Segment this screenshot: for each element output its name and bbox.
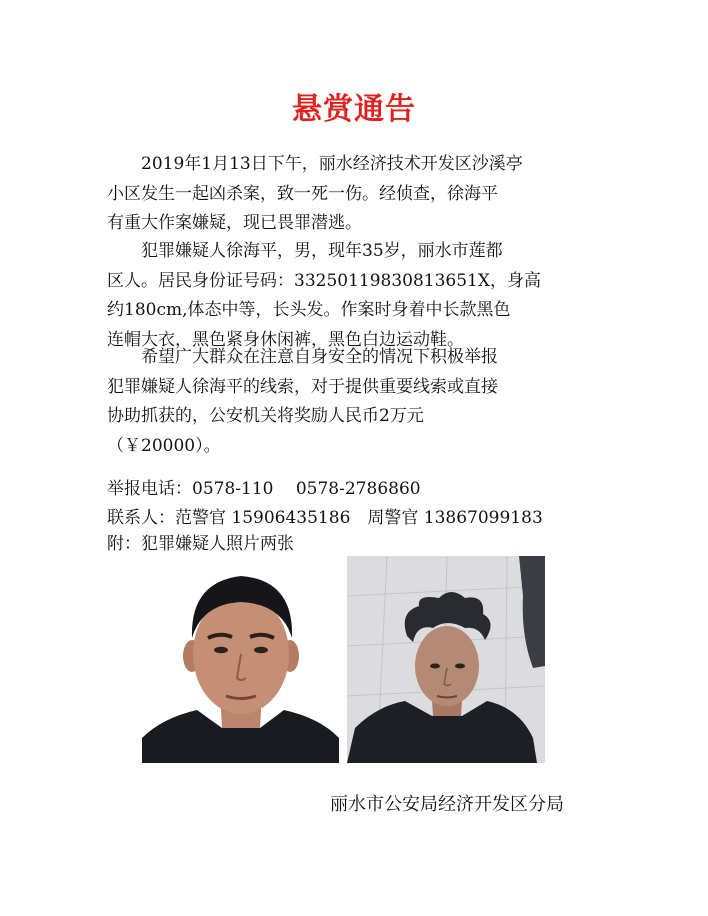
suspect-surveillance-photo	[347, 556, 545, 763]
suspect-portrait-photo	[142, 568, 339, 763]
text-line: 犯罪嫌疑人徐海平的线索，对于提供重要线索或直接	[107, 376, 498, 397]
contact-persons: 联系人：范警官 15906435186 周警官 13867099183	[107, 508, 543, 528]
paragraph-suspect-description	[107, 237, 607, 355]
text-line: 小区发生一起凶杀案，致一死一伤。经侦查，徐海平	[107, 183, 498, 204]
text-line: 约180cm,体态中等，长头发。作案时身着中长款黑色	[107, 300, 511, 320]
text-line: 2019年1月13日下午，丽水经济技术开发区沙溪亭	[107, 154, 523, 174]
report-phone: 举报电话：0578-110 0578-2786860	[107, 479, 421, 499]
text-line: 犯罪嫌疑人徐海平，男，现年35岁，丽水市莲都	[107, 241, 503, 261]
text-line: 协助抓获的，公安机关将奖励人民币2万元	[107, 406, 424, 426]
paragraph-reward	[107, 343, 607, 461]
attachment-note: 附：犯罪嫌疑人照片两张	[107, 534, 294, 554]
paragraph-incident	[107, 150, 607, 239]
text-line: 连帽大衣，黑色紧身休闲裤，黑色白边运动鞋。	[107, 329, 464, 350]
text-line: 区人。居民身份证号码：33250119830813651X，身高	[107, 270, 541, 291]
text-line: 希望广大群众在注意自身安全的情况下积极举报	[107, 347, 498, 367]
notice-title: 悬赏通告	[292, 92, 416, 127]
text-line: （￥20000）。	[107, 435, 221, 456]
text-line: 有重大作案嫌疑，现已畏罪潜逃。	[107, 213, 362, 233]
issuing-authority: 丽水市公安局经济开发区分局	[330, 794, 564, 815]
